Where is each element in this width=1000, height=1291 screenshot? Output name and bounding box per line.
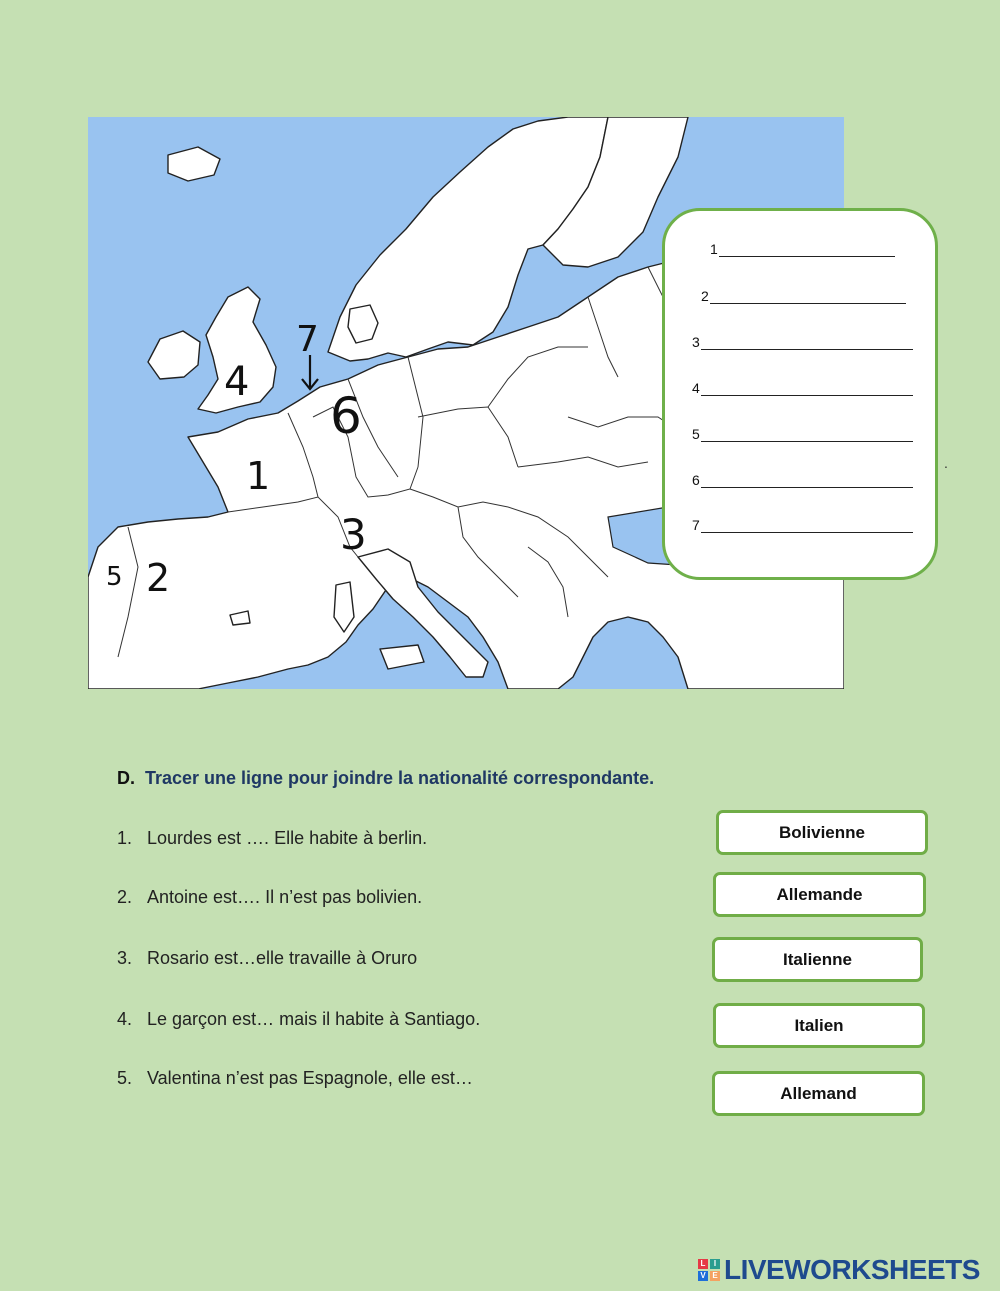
answer-line-2[interactable] [701, 288, 906, 304]
section-title: Tracer une ligne pour joindre la nationalité correspondante. [145, 768, 655, 788]
logo-letter: E [710, 1271, 720, 1281]
choice-bolivienne[interactable]: Bolivienne [716, 810, 928, 855]
answer-line-5[interactable] [692, 426, 913, 442]
iceland-landmass [168, 147, 220, 181]
map-label-4: 4 [224, 359, 250, 405]
answer-blank[interactable] [719, 242, 895, 257]
answer-blank[interactable] [710, 289, 906, 304]
answer-line-number: 4 [692, 380, 700, 396]
choice-italienne[interactable]: Italienne [712, 937, 923, 982]
sentence-text: Le garçon est… mais il habite à Santiago. [147, 1009, 481, 1029]
sentence-text: Lourdes est …. Elle habite à berlin. [147, 828, 428, 848]
sentence-number: 4. [117, 1009, 133, 1029]
sentence-1 [117, 828, 427, 849]
sentence-text: Antoine est…. Il n’est pas bolivien. [147, 887, 423, 907]
section-d-heading [117, 768, 654, 789]
logo-letter: L [698, 1259, 708, 1269]
logo-letter: V [698, 1271, 708, 1281]
answer-line-7[interactable] [692, 517, 913, 533]
sentence-number: 2. [117, 887, 133, 907]
choice-allemande[interactable]: Allemande [713, 872, 926, 917]
brand-name: LIVEWORKSHEETS [724, 1254, 980, 1285]
answer-blank[interactable] [701, 473, 913, 488]
answer-blank[interactable] [701, 518, 913, 533]
map-label-7: 7 [296, 319, 319, 360]
choice-allemand[interactable]: Allemand [712, 1071, 925, 1116]
map-label-3: 3 [340, 510, 367, 559]
map-label-5: 5 [106, 562, 123, 592]
answer-line-number: 2 [701, 288, 709, 304]
answer-blank[interactable] [701, 381, 913, 396]
answer-line-number: 5 [692, 426, 700, 442]
answer-box [662, 208, 938, 580]
answer-line-3[interactable] [692, 334, 913, 350]
answer-line-1[interactable] [710, 241, 895, 257]
answer-line-number: 7 [692, 517, 700, 533]
answer-blank[interactable] [701, 427, 913, 442]
map-label-1: 1 [246, 454, 271, 498]
sentence-3 [117, 948, 417, 969]
sicily-landmass [380, 645, 424, 669]
logo-icon [698, 1259, 720, 1281]
ireland-landmass [148, 331, 200, 379]
sentence-number: 5. [117, 1068, 133, 1088]
answer-blank[interactable] [701, 335, 913, 350]
sentence-4 [117, 1009, 480, 1030]
liveworksheets-logo [698, 1252, 980, 1288]
map-label-2: 2 [146, 556, 171, 600]
map-label-6: 6 [330, 387, 362, 445]
answer-line-4[interactable] [692, 380, 913, 396]
stray-dot: . [944, 455, 948, 471]
logo-letter: I [710, 1259, 720, 1269]
section-letter: D. [117, 768, 135, 788]
answer-line-number: 6 [692, 472, 700, 488]
choice-italien[interactable]: Italien [713, 1003, 925, 1048]
sentence-text: Valentina n’est pas Espagnole, elle est… [147, 1068, 473, 1088]
sentence-number: 1. [117, 828, 133, 848]
answer-line-6[interactable] [692, 472, 913, 488]
sentence-text: Rosario est…elle travaille à Oruro [147, 948, 418, 968]
sentence-5 [117, 1068, 473, 1089]
sentence-2 [117, 887, 422, 908]
answer-line-number: 3 [692, 334, 700, 350]
sentence-number: 3. [117, 948, 133, 968]
answer-line-number: 1 [710, 241, 718, 257]
